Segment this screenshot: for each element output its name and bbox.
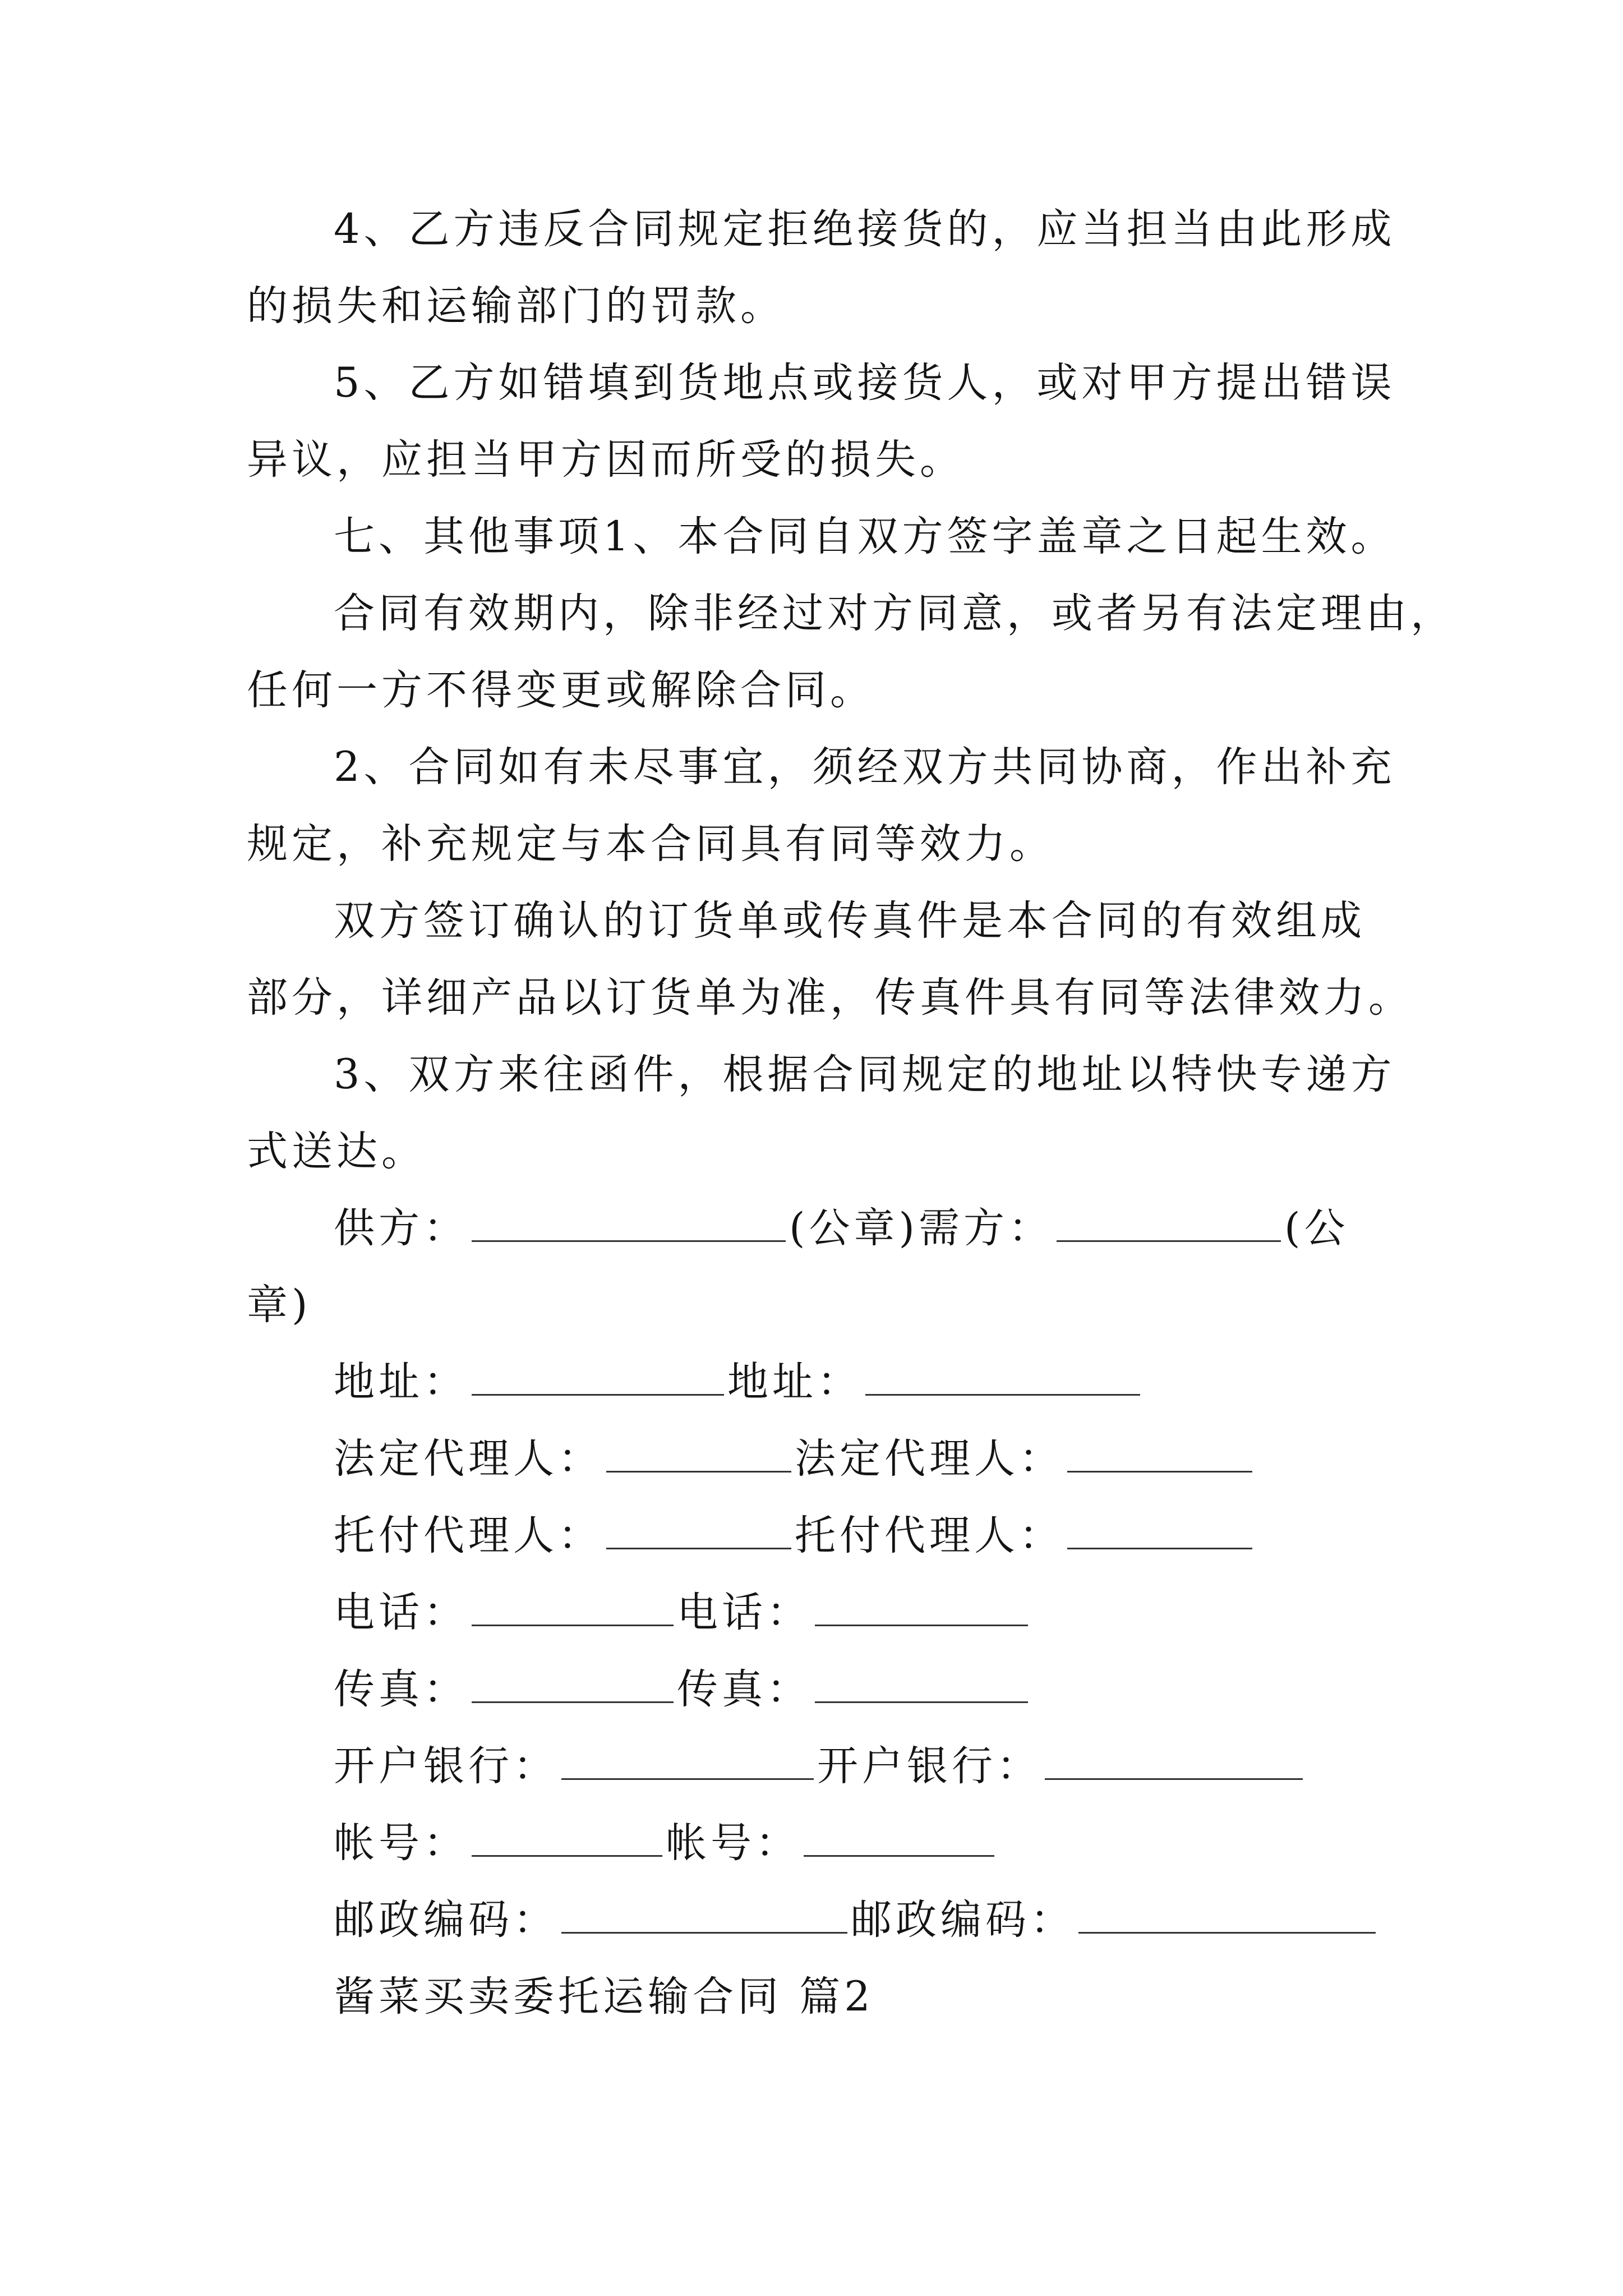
legal-rep-label-2: 法定代理人：	[795, 1435, 1064, 1483]
address-blank-2[interactable]	[865, 1360, 1140, 1396]
postcode-blank-2[interactable]	[1078, 1898, 1376, 1934]
party-line	[247, 1190, 1380, 1267]
bank-blank-1[interactable]	[561, 1745, 814, 1780]
contract-body	[247, 191, 1455, 2035]
fax-label-2: 传真：	[677, 1665, 811, 1713]
bank-line	[247, 1728, 1380, 1805]
buyer-label: 需方：	[918, 1204, 1053, 1252]
account-line	[247, 1805, 1380, 1881]
address-line	[247, 1343, 1380, 1420]
section-7-heading: 七、其他事项1、本合同自双方签字盖章之日起生效。	[334, 513, 1396, 560]
paragraph-4-line-2: 的损失和运输部门的罚款。	[247, 282, 785, 330]
bank-label-2: 开户银行：	[817, 1742, 1041, 1790]
validity-line-2: 任何一方不得变更或解除合同。	[247, 666, 875, 714]
correspondence-line-2: 式送达。	[247, 1128, 426, 1175]
buyer-seal-start: (公	[1284, 1204, 1349, 1252]
phone-label-2: 电话：	[677, 1589, 811, 1636]
phone-label-1: 电话：	[334, 1589, 468, 1636]
account-label-2: 帐号：	[666, 1819, 800, 1867]
bank-blank-2[interactable]	[1045, 1745, 1303, 1780]
paragraph-4-line-1: 4、乙方违反合同规定拒绝接货的，应当担当由此形成	[334, 205, 1396, 253]
agent-label-1: 托付代理人：	[334, 1512, 603, 1559]
phone-line	[247, 1574, 1380, 1651]
address-blank-1[interactable]	[472, 1360, 724, 1396]
agent-line	[247, 1497, 1380, 1574]
buyer-blank[interactable]	[1057, 1207, 1281, 1242]
legal-rep-blank-1[interactable]	[606, 1437, 791, 1473]
legal-rep-blank-2[interactable]	[1067, 1437, 1252, 1473]
account-label-1: 帐号：	[334, 1819, 468, 1867]
next-section-heading: 酱菜买卖委托运输合同 篇2	[334, 1973, 874, 2021]
phone-blank-2[interactable]	[815, 1591, 1028, 1626]
fax-blank-1[interactable]	[472, 1668, 674, 1703]
account-blank-1[interactable]	[472, 1821, 662, 1857]
supplement-line-2: 规定，补充规定与本合同具有同等效力。	[247, 820, 1054, 868]
agent-blank-2[interactable]	[1067, 1514, 1252, 1549]
agent-label-2: 托付代理人：	[795, 1512, 1064, 1559]
agent-blank-1[interactable]	[606, 1514, 791, 1549]
supplement-line-1: 2、合同如有未尽事宜，须经双方共同协商，作出补充	[334, 743, 1396, 791]
correspondence-line-1: 3、双方来往函件，根据合同规定的地址以特快专递方	[334, 1051, 1396, 1098]
supplier-label: 供方：	[334, 1204, 468, 1252]
postcode-label-1: 邮政编码：	[334, 1896, 558, 1944]
supplier-blank[interactable]	[472, 1207, 786, 1242]
fax-blank-2[interactable]	[815, 1668, 1028, 1703]
fax-line	[247, 1651, 1380, 1728]
legal-rep-line	[247, 1420, 1380, 1497]
postcode-label-2: 邮政编码：	[851, 1896, 1075, 1944]
postcode-blank-1[interactable]	[561, 1898, 847, 1934]
account-blank-2[interactable]	[804, 1821, 994, 1857]
buyer-seal-end: 章)	[247, 1281, 312, 1329]
address-label-2: 地址：	[727, 1358, 862, 1406]
validity-line-1: 合同有效期内，除非经过对方同意，或者另有法定理由，	[334, 590, 1455, 637]
bank-label-1: 开户银行：	[334, 1742, 558, 1790]
supplier-seal: (公章)	[789, 1204, 919, 1252]
legal-rep-label-1: 法定代理人：	[334, 1435, 603, 1483]
order-line-2: 部分，详细产品以订货单为准，传真件具有同等法律效力。	[247, 974, 1413, 1022]
phone-blank-1[interactable]	[472, 1591, 674, 1626]
paragraph-5-line-2: 异议，应担当甲方因而所受的损失。	[247, 436, 965, 484]
fax-label-1: 传真：	[334, 1665, 468, 1713]
address-label-1: 地址：	[334, 1358, 468, 1406]
paragraph-5-line-1: 5、乙方如错填到货地点或接货人，或对甲方提出错误	[334, 359, 1396, 407]
postcode-line	[247, 1881, 1380, 1958]
order-line-1: 双方签订确认的订货单或传真件是本合同的有效组成	[334, 897, 1366, 945]
